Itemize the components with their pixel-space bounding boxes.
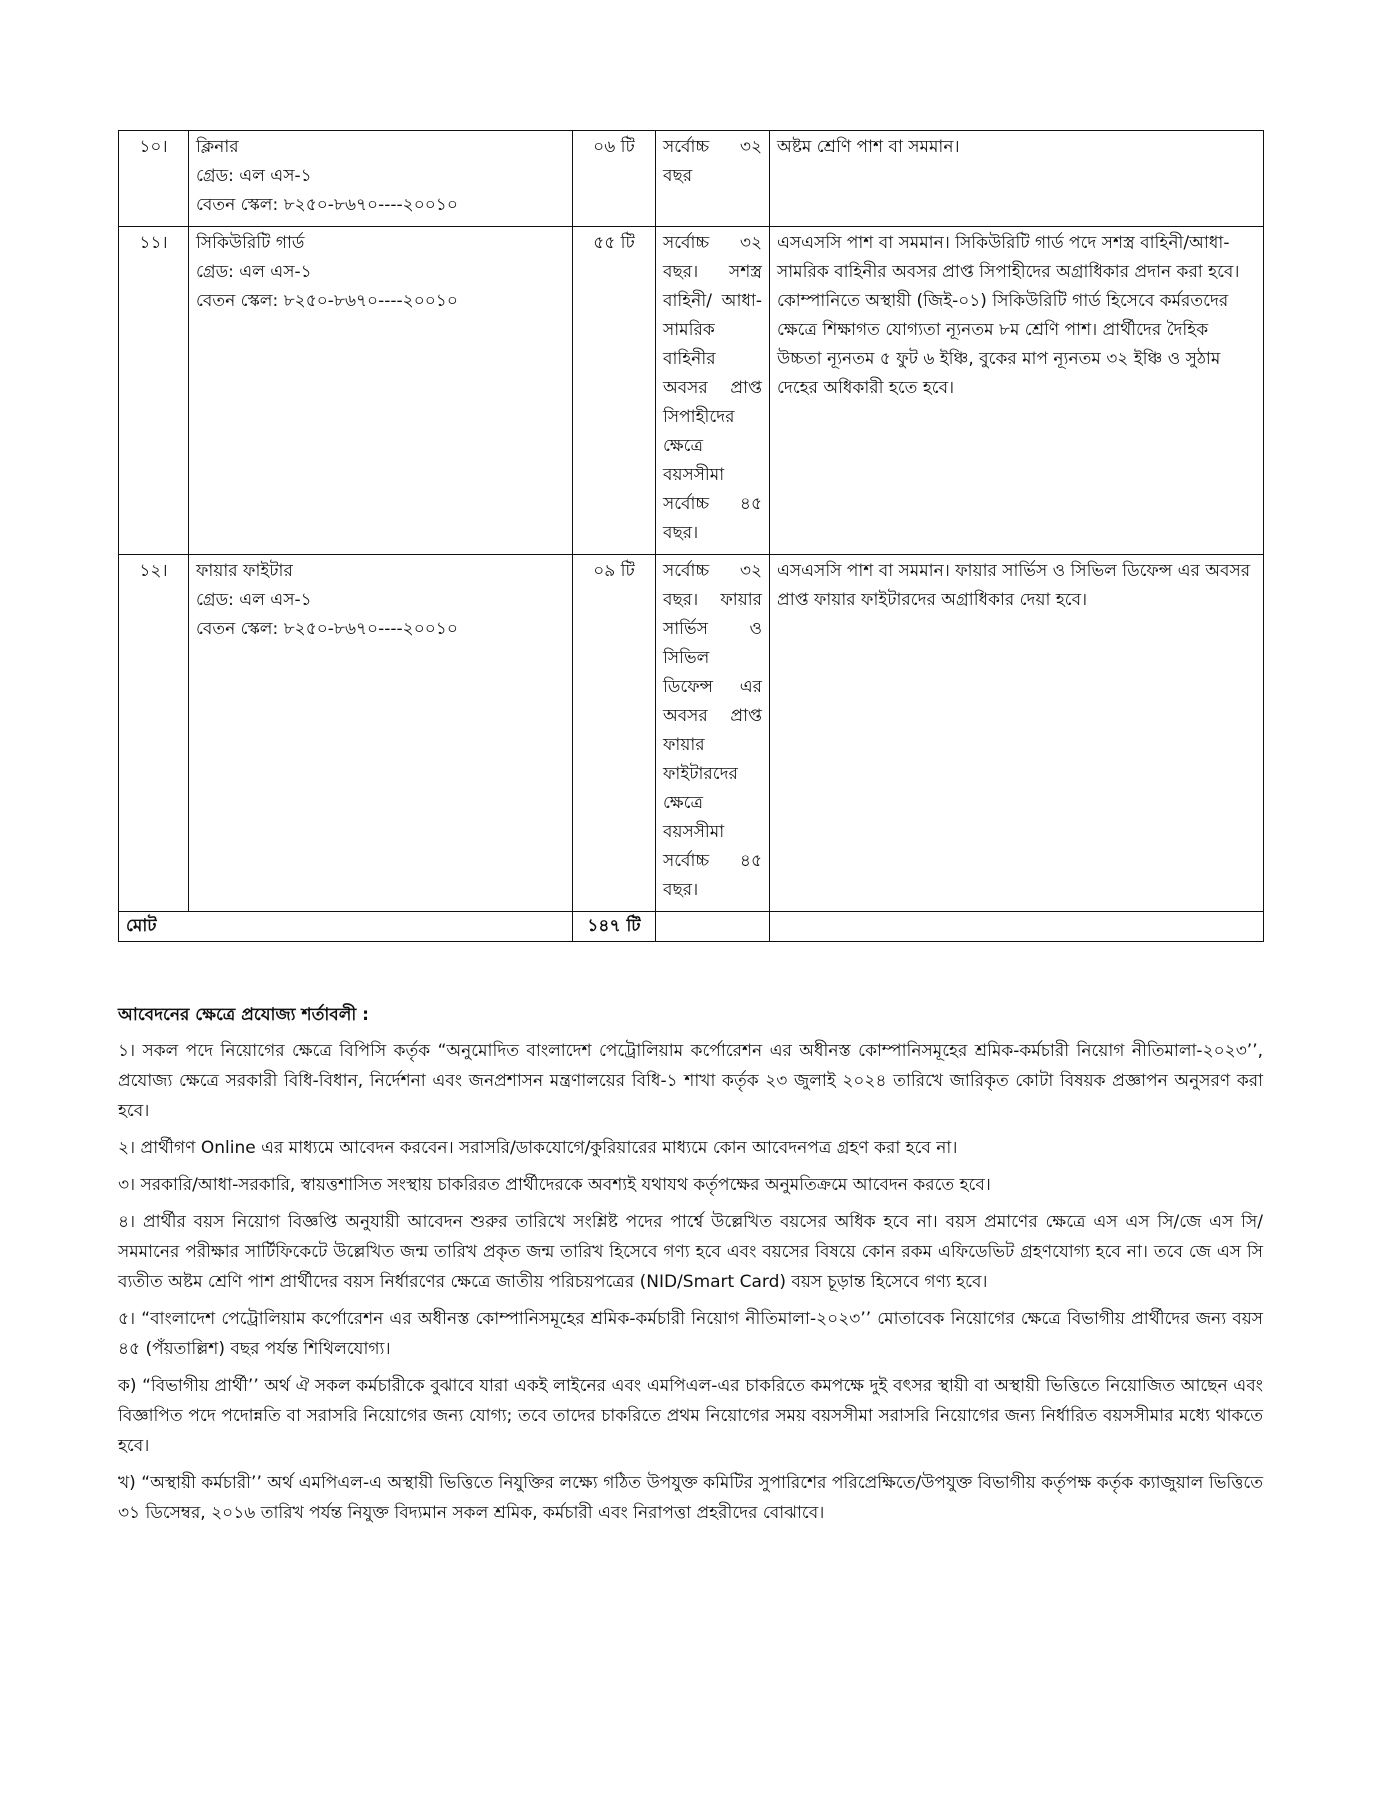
table-row xyxy=(119,131,1264,227)
condition-item: ৪। প্রার্থীর বয়স নিয়োগ বিজ্ঞপ্তি অনুযায়ী আবেদন শুরুর তারিখে সংশ্লিষ্ট পদের পার্শ্বে উল্লেখিত বয়সের অধিক হবে না। বয়স প্রমাণের ক্ষেত্রে এস এস সি/জে এস সি/সমমানের পরীক্ষার সার্টিফিকেটে উল্লেখিত জন্ম তারিখ প্রকৃত জন্ম তারিখ হিসেবে গণ্য হবে এবং বয়সের বিষয়ে কোন রকম এফিডেভিট গ্রহণযোগ্য হবে না। তবে জে এস সি ব্যতীত অষ্টম শ্রেণি পাশ প্রার্থীদের বয়স নির্ধারণের ক্ষেত্রে জাতীয় পরিচয়পত্রের (NID/Smart Card) বয়স চূড়ান্ত হিসেবে গণ্য হবে। xyxy=(118,1212,1263,1292)
age-limit-cell: সর্বোচ্চ ৩২ বছর। সশস্ত্র বাহিনী/ আধা- সামরিক বাহিনীর অবসর প্রাপ্ত সিপাহীদের ক্ষেত্রে বয়সসীমা সর্বোচ্চ ৪৫ বছর। xyxy=(656,227,770,555)
post-grade: গ্রেড: এল এস-১ xyxy=(196,262,312,282)
empty-cell xyxy=(656,912,770,942)
empty-cell xyxy=(770,912,1264,942)
conditions-heading: আবেদনের ক্ষেত্রে প্রযোজ্য শর্তাবলী : xyxy=(118,1005,369,1025)
total-row xyxy=(119,912,1264,942)
post-cell xyxy=(189,227,573,555)
post-name: ফায়ার ফাইটার xyxy=(196,561,293,581)
condition-item: ২। প্রার্থীগণ Online এর মাধ্যমে আবেদন করবেন। সরাসরি/ডাকযোগে/কুরিয়ারের মাধ্যমে কোন আবেদনপত্র গ্রহণ করা হবে না। xyxy=(118,1138,958,1158)
post-name: সিকিউরিটি গার্ড xyxy=(196,233,305,253)
table-row xyxy=(119,227,1264,555)
qualification-cell: এসএসসি পাশ বা সমমান। ফায়ার সার্ভিস ও সিভিল ডিফেন্স এর অবসর প্রাপ্ত ফায়ার ফাইটারদের অগ্রাধিকার দেয়া হবে। xyxy=(770,555,1264,912)
condition-item: ৫। “বাংলাদেশ পেট্রোলিয়াম কর্পোরেশন এর অধীনস্ত কোম্পানিসমূহের শ্রমিক-কর্মচারী নিয়োগ নীতিমালা-২০২৩’’ মোতাবেক নিয়োগের ক্ষেত্রে বিভাগীয় প্রার্থীদের জন্য বয়স ৪৫ (পঁয়তাল্লিশ) বছর পর্যন্ত শিথিলযোগ্য। xyxy=(118,1309,1263,1359)
serial-cell: ১১। xyxy=(119,227,189,555)
post-count-cell: ০৯ টি xyxy=(573,555,656,912)
condition-subitem: ক) “বিভাগীয় প্রার্থী’’ অর্থ ঐ সকল কর্মচারীকে বুঝাবে যারা একই লাইনের এবং এমপিএল-এর চাকরিতে কমপক্ষে দুই বৎসর স্থায়ী বা অস্থায়ী ভিত্তিতে নিয়োজিত আছেন এবং বিজ্ঞাপিত পদে পদোন্নতি বা সরাসরি নিয়োগের জন্য যোগ্য; তবে তাদের চাকরিতে প্রথম নিয়োগের সময় বয়সসীমা সরাসরি নিয়োগের জন্য নির্ধারিত বয়সসীমার মধ্যে থাকতে হবে। xyxy=(118,1376,1263,1456)
post-pay-scale: বেতন স্কেল: ৮২৫০-৮৬৭০----২০০১০ xyxy=(196,619,458,639)
post-count-cell: ০৬ টি xyxy=(573,131,656,227)
post-grade: গ্রেড: এল এস-১ xyxy=(196,590,312,610)
total-count: ১৪৭ টি xyxy=(573,912,656,942)
job-posts-table xyxy=(118,130,1264,942)
age-limit-cell: সর্বোচ্চ ৩২ বছর। ফায়ার সার্ভিস ও সিভিল ডিফেন্স এর অবসর প্রাপ্ত ফায়ার ফাইটারদের ক্ষেত্রে বয়সসীমা সর্বোচ্চ ৪৫ বছর। xyxy=(656,555,770,912)
post-cell xyxy=(189,555,573,912)
condition-subitem: খ) “অস্থায়ী কর্মচারী’’ অর্থ এমপিএল-এ অস্থায়ী ভিত্তিতে নিযুক্তির লক্ষ্যে গঠিত উপযুক্ত কমিটির সুপারিশের পরিপ্রেক্ষিতে/উপযুক্ত বিভাগীয় কর্তৃপক্ষ কর্তৃক ক্যাজুয়াল ভিত্তিতে ৩১ ডিসেম্বর, ২০১৬ তারিখ পর্যন্ত নিযুক্ত বিদ্যমান সকল শ্রমিক, কর্মচারী এবং নিরাপত্তা প্রহরীদের বোঝাবে। xyxy=(118,1473,1263,1523)
post-count-cell: ৫৫ টি xyxy=(573,227,656,555)
post-pay-scale: বেতন স্কেল: ৮২৫০-৮৬৭০----২০০১০ xyxy=(196,291,458,311)
serial-cell: ১২। xyxy=(119,555,189,912)
qualification-cell: এসএসসি পাশ বা সমমান। সিকিউরিটি গার্ড পদে সশস্ত্র বাহিনী/আধা-সামরিক বাহিনীর অবসর প্রাপ্ত সিপাহীদের অগ্রাধিকার প্রদান করা হবে। কোম্পানিতে অস্থায়ী (জিই-০১) সিকিউরিটি গার্ড হিসেবে কর্মরতদের ক্ষেত্রে শিক্ষাগত যোগ্যতা ন্যূনতম ৮ম শ্রেণি পাশ। প্রার্থীদের দৈহিক উচ্চতা ন্যূনতম ৫ ফুট ৬ ইঞ্চি, বুকের মাপ ন্যূনতম ৩২ ইঞ্চি ও সুঠাম দেহের অধিকারী হতে হবে। xyxy=(770,227,1264,555)
post-cell xyxy=(189,131,573,227)
post-pay-scale: বেতন স্কেল: ৮২৫০-৮৬৭০----২০০১০ xyxy=(196,195,458,215)
qualification-cell: অষ্টম শ্রেণি পাশ বা সমমান। xyxy=(770,131,1264,227)
total-label: মোট xyxy=(119,912,573,942)
condition-item: ৩। সরকারি/আধা-সরকারি, স্বায়ত্তশাসিত সংস্থায় চাকরিরত প্রার্থীদেরকে অবশ্যই যথাযথ কর্তৃপক্ষের অনুমতিক্রমে আবেদন করতে হবে। xyxy=(118,1175,991,1195)
post-grade: গ্রেড: এল এস-১ xyxy=(196,166,312,186)
condition-item: ১। সকল পদে নিয়োগের ক্ষেত্রে বিপিসি কর্তৃক “অনুমোদিত বাংলাদেশ পেট্রোলিয়াম কর্পোরেশন এর অধীনস্ত কোম্পানিসমূহের শ্রমিক-কর্মচারী নিয়োগ নীতিমালা-২০২৩’’, প্রযোজ্য ক্ষেত্রে সরকারী বিধি-বিধান, নির্দেশনা এবং জনপ্রশাসন মন্ত্রণালয়ের বিধি-১ শাখা কর্তৃক ২৩ জুলাই ২০২৪ তারিখে জারিকৃত কোটা বিষয়ক প্রজ্ঞাপন অনুসরণ করা হবে। xyxy=(118,1041,1263,1121)
conditions-section xyxy=(118,1000,1263,1535)
table-row xyxy=(119,555,1264,912)
age-limit-cell: সর্বোচ্চ ৩২ বছর xyxy=(656,131,770,227)
post-name: ক্লিনার xyxy=(196,137,239,157)
serial-cell: ১০। xyxy=(119,131,189,227)
